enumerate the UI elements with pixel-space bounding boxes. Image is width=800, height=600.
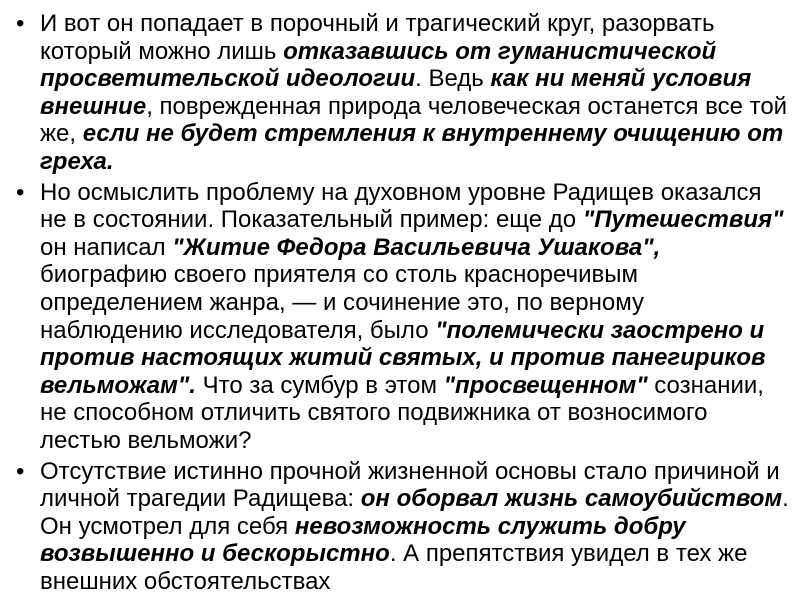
body-text: Но осмыслить проблему на духовном уровне Радищев оказался не в состоянии. Показательный пример: еще до <box>40 178 762 234</box>
emphasized-text: "Путешествия" <box>582 206 784 234</box>
emphasized-text: если не будет стремления к внутреннему очищению от греха. <box>40 120 784 175</box>
bullet-dot-icon: • <box>16 457 25 485</box>
bullet-paragraph <box>10 179 790 455</box>
body-text: . А препятствия увидел в тех же внешних обстоятельствах <box>40 540 748 595</box>
body-text: сознании, не способном отличить святого подвижника от возносимого лестью вельможи? <box>40 371 764 454</box>
body-text: . Ведь <box>415 65 491 93</box>
body-text: И вот он попадает в порочный и трагический круг, разорвать который можно лишь <box>40 10 715 65</box>
emphasized-text: как ни меняй условия внешние <box>40 65 752 120</box>
bullet-dot-icon: • <box>16 178 25 206</box>
bullet-list <box>10 10 790 595</box>
body-text: , поврежденная природа человеческая останется все той же, <box>40 92 788 148</box>
emphasized-text: "просвещенном" <box>443 371 648 399</box>
emphasized-text: "Житие Федора Васильевича Ушакова", <box>172 233 661 261</box>
body-text: . Он усмотрел для себя <box>40 485 789 540</box>
emphasized-text: невозможность служить добру возвышенно и бескорыстно <box>40 512 686 568</box>
bullet-paragraph <box>10 458 790 596</box>
body-text: биографию своего приятеля со столь красноречивым определением жанра, — и сочинение это, по верному наблюдению исследователя, было <box>40 261 644 344</box>
body-text: Отсутствие истинно прочной жизненной основы стало причиной и личной трагедии Радищева: <box>40 457 780 513</box>
emphasized-text: "полемически заострено и против настоящих житий святых, и против панегириков вельможам". <box>40 316 766 399</box>
bullet-dot-icon: • <box>16 10 25 37</box>
body-text: Что за сумбур в этом <box>195 371 444 399</box>
body-text: он написал <box>40 233 173 261</box>
emphasized-text: отказавшись от гуманистической просветительской идеологии <box>40 37 717 93</box>
bullet-paragraph <box>10 10 790 176</box>
emphasized-text: он оборвал жизнь самоубийством <box>360 485 783 513</box>
